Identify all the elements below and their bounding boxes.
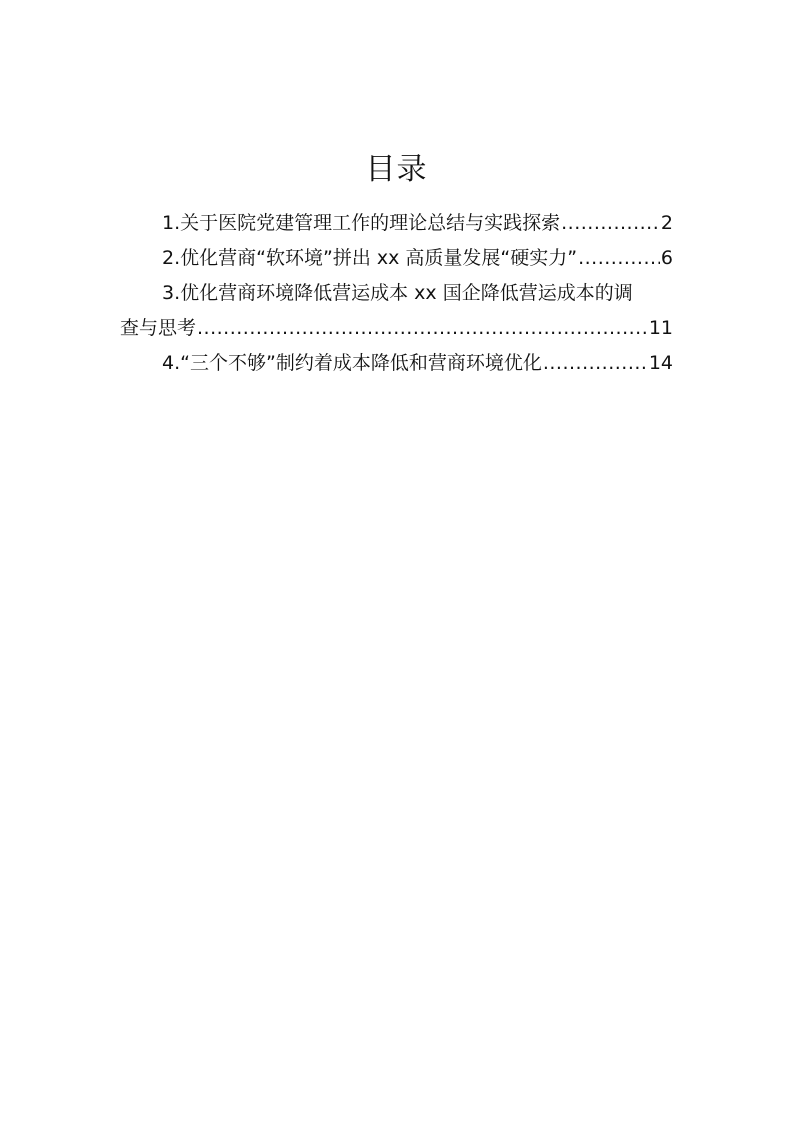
toc-entry-text: 4.“三个不够”制约着成本降低和营商环境优化 bbox=[162, 352, 542, 374]
dot-leader bbox=[578, 241, 660, 276]
toc-entry-text-line2: 查与思考 bbox=[120, 317, 197, 339]
dot-leader bbox=[543, 346, 648, 381]
toc-page-number: 2 bbox=[660, 212, 673, 234]
toc-page-number: 14 bbox=[648, 352, 673, 374]
toc-entry-2[interactable] bbox=[120, 241, 673, 276]
toc-page-number: 11 bbox=[648, 317, 673, 339]
toc-entry-text-line1: 3.优化营商环境降低营运成本 xx 国企降低营运成本的调 bbox=[162, 282, 633, 304]
toc-title: 目录 bbox=[365, 152, 428, 187]
toc-entry-text: 2.优化营商“软环境”拼出 xx 高质量发展“硬实力” bbox=[162, 247, 578, 269]
table-of-contents bbox=[120, 206, 673, 381]
toc-entry-1[interactable] bbox=[120, 206, 673, 241]
dot-leader bbox=[197, 311, 648, 346]
toc-entry-3[interactable] bbox=[120, 276, 673, 346]
dot-leader bbox=[561, 206, 660, 241]
toc-page-number: 6 bbox=[660, 247, 673, 269]
toc-entry-text: 1.关于医院党建管理工作的理论总结与实践探索 bbox=[162, 212, 561, 234]
toc-entry-4[interactable] bbox=[120, 346, 673, 381]
